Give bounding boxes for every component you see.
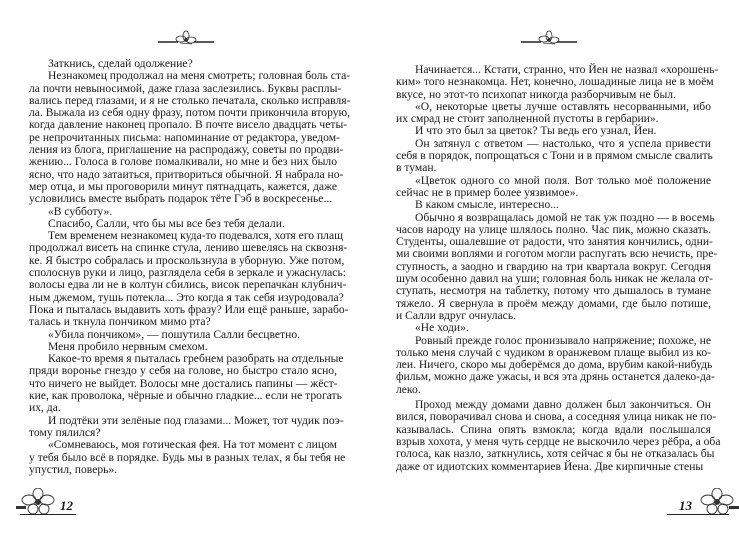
text-line: Спасибо, Салли, что бы мы все без тебя делали. <box>48 216 285 230</box>
text-line: голоса, как назло, заткнулись, хотя сейчас я бы не отказалась бы <box>396 447 715 461</box>
paragraph <box>29 206 337 218</box>
text-line: вкусе, но этот-то психопат никогда разборчивым не был. <box>396 87 676 101</box>
text-line: ке. Я быстро собралась и проскользнула в уборную. Уже потом, <box>29 253 345 267</box>
paragraph <box>396 210 718 323</box>
paragraph <box>396 398 721 473</box>
text-line: себя в порядок, попрощаться с Тони и в прямом смысле свалить <box>396 149 713 163</box>
text-line: ким» того незнакомца. Нет, конечно, лошадиные лица не в моём <box>396 75 714 89</box>
text-line: И что это был за цветок? Ты ведь его узнал, Йен. <box>415 124 657 138</box>
text-line: талась и ткнула пончиком мимо рта? <box>29 315 211 329</box>
text-line: ступать, несмотря на таблетку, потому что дышалось в тумане <box>396 284 711 298</box>
footer-rule <box>667 514 729 515</box>
text-line: только меня случай с чудиком в оранжевом плаще выбил из ко- <box>396 345 711 359</box>
text-line: Он затянул с ответом — настолько, что я успела привести <box>415 136 711 150</box>
paragraph <box>396 333 715 396</box>
text-line: Меня пробило нервным смехом. <box>48 339 208 353</box>
text-line: Заткнись, сделай одолжение? <box>48 57 193 70</box>
text-line: Тем временем незнакомец куда-то подевался, хотя его плащ <box>48 229 344 243</box>
text-line: Пока и пыталась выдавить хоть фразу? Или ещё раньше, зарабо- <box>29 302 349 316</box>
text-line: условились вместе выбрать подарок тёте Гэб в воскресенье... <box>29 192 333 206</box>
text-line: у тебя было всё в порядке. Будь мы в разных телах, я бы тебя не <box>29 450 346 464</box>
text-line: И подтёки эти зелёные под глазами... Может, тот чудик поэ- <box>48 413 344 427</box>
text-line: продолжал висеть на спинке стула, лениво шевелясь на сквозня- <box>29 241 348 255</box>
text-line: тяжело. Я свернула в проём между домами, где было потише, <box>396 296 711 310</box>
text-line: взрыв хохота, у меня чуть сердце не выскочило через рёбра, а оба <box>396 434 721 448</box>
text-line: «О, некоторые цветы лучше оставлять несорванными, ибо <box>415 99 711 113</box>
text-line: Незнакомец продолжал на меня смотреть; головная боль ста- <box>48 69 351 83</box>
left-page <box>0 0 369 540</box>
text-column <box>396 63 721 473</box>
page-number: 12 <box>60 498 73 513</box>
text-line: ясно, что надо затаиться, притвориться обычной. Я набрала но- <box>29 167 344 181</box>
text-line: казывалась. Спина опять взмокла; когда вдали послышался <box>396 422 711 436</box>
text-line: вались перед глазами, и я не столько печатала, сколько исправля- <box>29 93 351 107</box>
text-line: сейчас не в пример более уязвимое». <box>396 185 579 199</box>
text-line: их, да. <box>29 401 61 415</box>
text-line: Начинается... Кстати, странно, что Йен не назвал «хорошень- <box>415 63 719 76</box>
text-line: Обычно я возвращалась домой не так уж поздно — в восемь <box>415 210 715 224</box>
header-ornament-icon <box>521 30 577 53</box>
text-line: жению... Голоса в голове помалкивали, но мне и без них было <box>29 155 337 169</box>
text-line: даже от идиотских комментариев Йена. Две кирпичные стены <box>396 459 704 473</box>
text-line: ступность, а заодно и гвардию на три квартала вокруг. Сегодня <box>396 259 711 273</box>
header-ornament-icon <box>158 30 214 53</box>
text-line: ми своими воплями и гоготом могли распугать всю нечисть, пре- <box>396 247 718 261</box>
text-line: пряди воронье гнездо у себя на голове, но быстро стало ясно, <box>29 364 337 378</box>
text-line: что ничего не выйдет. Волосы мне достались папины — жёст- <box>29 376 338 390</box>
text-line: леи. Ничего, скоро мы доберёмся до дома, врубим какой-нибудь <box>396 358 713 372</box>
paragraph <box>396 175 711 200</box>
text-line: ла. Выжала из себя одну фразу, потом почти прикончила вторую, <box>29 106 351 120</box>
paragraph <box>396 322 711 334</box>
text-line: фильм, можно даже ужасы, и вся эта дрянь останется далеко-да- <box>396 370 715 384</box>
text-line: «Убила пончиком», — пошутила Салли бесцветно. <box>48 327 301 341</box>
paragraph <box>396 138 711 175</box>
text-line: часов народу на улице шлялось полно. Час пик, можно сказать. <box>396 222 711 236</box>
text-line: волосы едва ли не в колтун сбились, висок перепачкан клубнич- <box>29 278 347 292</box>
text-line: их смрад не стоит заполненной пустоты в гербарии». <box>396 112 659 126</box>
text-line: сполоснув руки и лицо, разглядела себя в зеркале и ужаснулась: <box>29 266 346 280</box>
paragraph <box>29 69 351 206</box>
text-line: «Не ходи». <box>415 321 469 335</box>
page-number: 13 <box>679 498 692 513</box>
text-column <box>29 57 351 476</box>
text-line: Какое-то время я пыталась гребнем разобрать на отдельные <box>48 352 344 366</box>
text-line: тому пялился? <box>29 425 101 439</box>
text-line: шум особенно давил на уши; головная боль никак не желала от- <box>396 272 714 286</box>
flower-icon <box>695 488 739 521</box>
text-line: когда давление наконец пропало. В почте висело двадцать четы- <box>29 118 348 132</box>
text-line: ла почти невыносимой, даже глаза заслезились. Буквы расплы- <box>29 81 342 95</box>
text-line: «В субботу». <box>48 204 113 218</box>
paragraph <box>396 199 711 211</box>
footer-rule <box>20 514 76 515</box>
text-line: «Сомневаюсь, моя готическая фея. На тот момент с лицом <box>48 438 337 452</box>
text-line: ления из блога, приглашение на распродажу, советы по продви- <box>29 143 344 157</box>
text-line: Студенты, ошалевшие от радости, что занятия кончились, одни- <box>396 235 713 249</box>
paragraph <box>29 352 344 415</box>
paragraph <box>396 125 711 137</box>
paragraph <box>29 438 346 476</box>
paragraph <box>29 329 337 341</box>
text-line: В каком смысле, интересно... <box>415 198 559 212</box>
text-line: «Цветок одного со мной поля. Вот только моё положение <box>415 173 711 187</box>
text-line: и Салли вдруг очнулась. <box>396 308 517 322</box>
text-line: мер отца, и мы проговорили минут пятнадцать, кажется, даже <box>29 179 337 193</box>
paragraph <box>396 63 719 101</box>
paragraph <box>396 101 711 126</box>
text-line: Ровный прежде голос пронизывало напряжение; похоже, не <box>415 333 711 347</box>
flower-icon <box>16 488 60 521</box>
paragraph <box>29 229 349 329</box>
text-line: леко. <box>396 382 421 396</box>
text-line: упустил, поверь». <box>29 462 118 476</box>
text-line: кие, как проволока, чёрные и обычно гладкие... если не трогать <box>29 389 342 403</box>
text-line: вился, поворачивал снова и снова, а соседняя улица никак не по- <box>396 410 717 424</box>
text-line: Проход между домами давно должен был закончиться. Он <box>415 398 711 412</box>
text-line: ным джемом, тушь потекла... Это когда я так себя изуродовала? <box>29 290 344 304</box>
text-line: в туман. <box>396 161 437 175</box>
text-line: ре непрочитанных письма: напоминание от редактора, уведом- <box>29 130 340 144</box>
paragraph <box>29 413 344 440</box>
right-page <box>369 0 739 540</box>
